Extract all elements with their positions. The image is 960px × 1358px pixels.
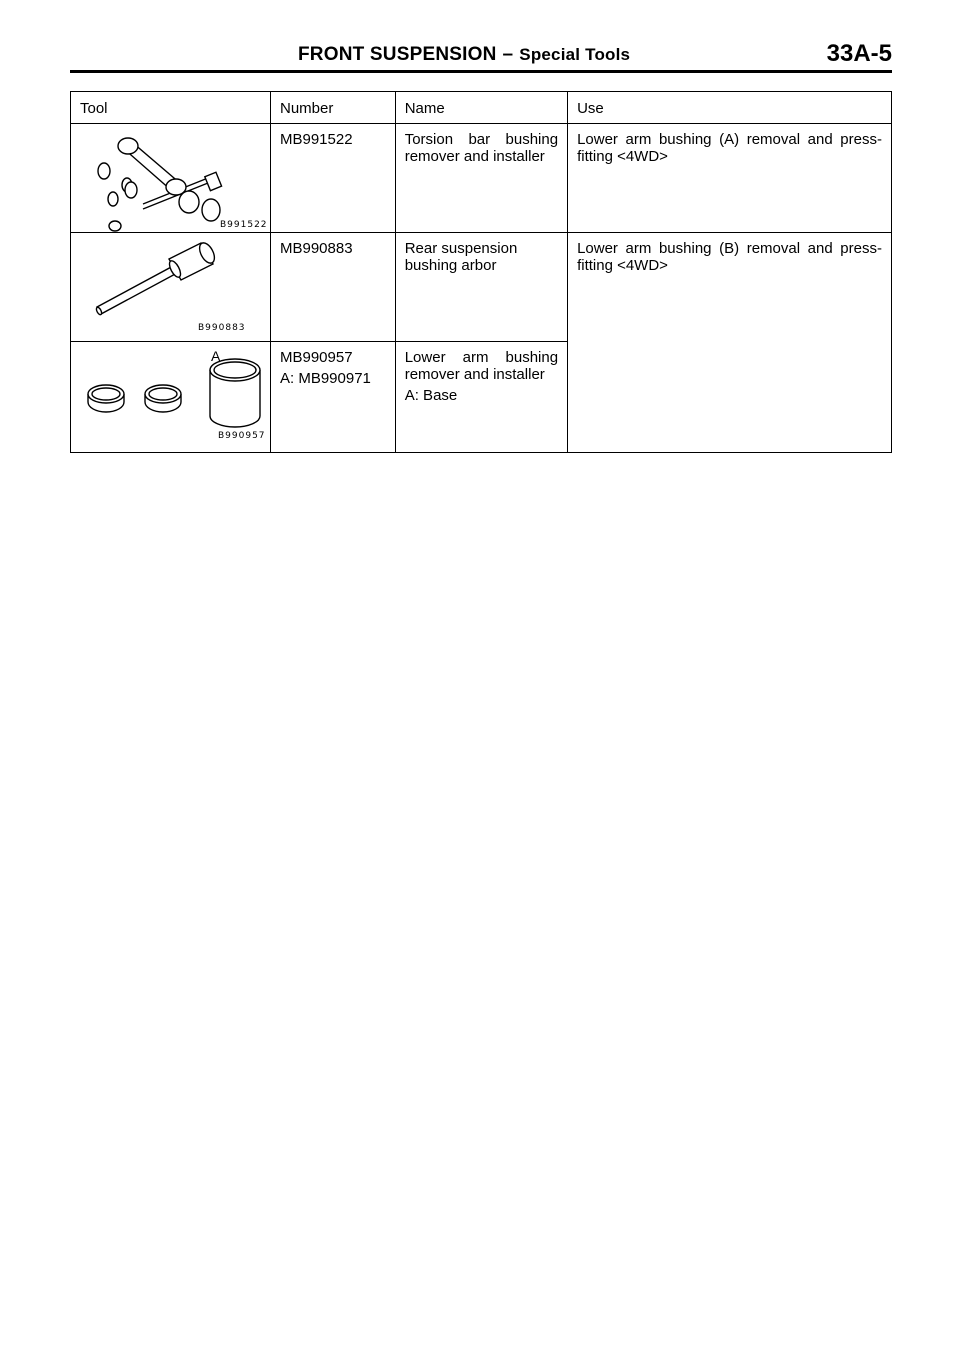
torsion-bar-bushing-tool-set-illustration: [71, 124, 270, 232]
name-cell: Rear suspension bushing arbor: [395, 233, 567, 342]
tool-illustration-cell: [71, 233, 271, 342]
page-number: 33A-5: [826, 40, 892, 67]
illustration-code: B990883: [198, 323, 246, 333]
tool-number: A: MB990971: [280, 370, 371, 387]
number-cell: MB990883: [271, 233, 396, 342]
table-row: [71, 124, 892, 233]
bushing-arbor-illustration: [71, 233, 270, 341]
number-cell: [271, 342, 396, 453]
section-title: [298, 44, 630, 66]
column-header-use: Use: [568, 92, 892, 124]
special-tools-table: [70, 91, 892, 453]
name-cell: Torsion bar bushing remover and installer: [395, 124, 567, 233]
table-row: [71, 233, 892, 342]
illustration-code: B990957: [218, 431, 266, 441]
table-header-row: [71, 92, 892, 124]
column-header-name: Name: [395, 92, 567, 124]
page-header: [70, 40, 892, 70]
number-cell: MB991522: [271, 124, 396, 233]
tool-illustration-cell: [71, 124, 271, 233]
bushing-remover-rings-illustration: [71, 342, 270, 452]
tool-number: MB990957: [280, 349, 353, 366]
tool-illustration-cell: [71, 342, 271, 453]
use-cell: Lower arm bushing (A) removal and press-fitting <4WD>: [568, 124, 892, 233]
column-header-number: Number: [271, 92, 396, 124]
use-cell: Lower arm bushing (B) removal and press-fitting <4WD>: [568, 233, 892, 453]
header-rule: [70, 70, 892, 73]
illustration-code: B991522: [220, 220, 268, 230]
title-dash: –: [502, 44, 514, 65]
section-subtitle: Special Tools: [519, 45, 631, 64]
section-name: FRONT SUSPENSION: [298, 44, 497, 65]
tool-name: Lower arm bushing remover and installer: [404, 349, 559, 383]
illustration-label: A: [211, 348, 221, 364]
tool-name: A: Base: [404, 387, 458, 404]
name-cell: [395, 342, 567, 453]
column-header-tool: Tool: [71, 92, 271, 124]
